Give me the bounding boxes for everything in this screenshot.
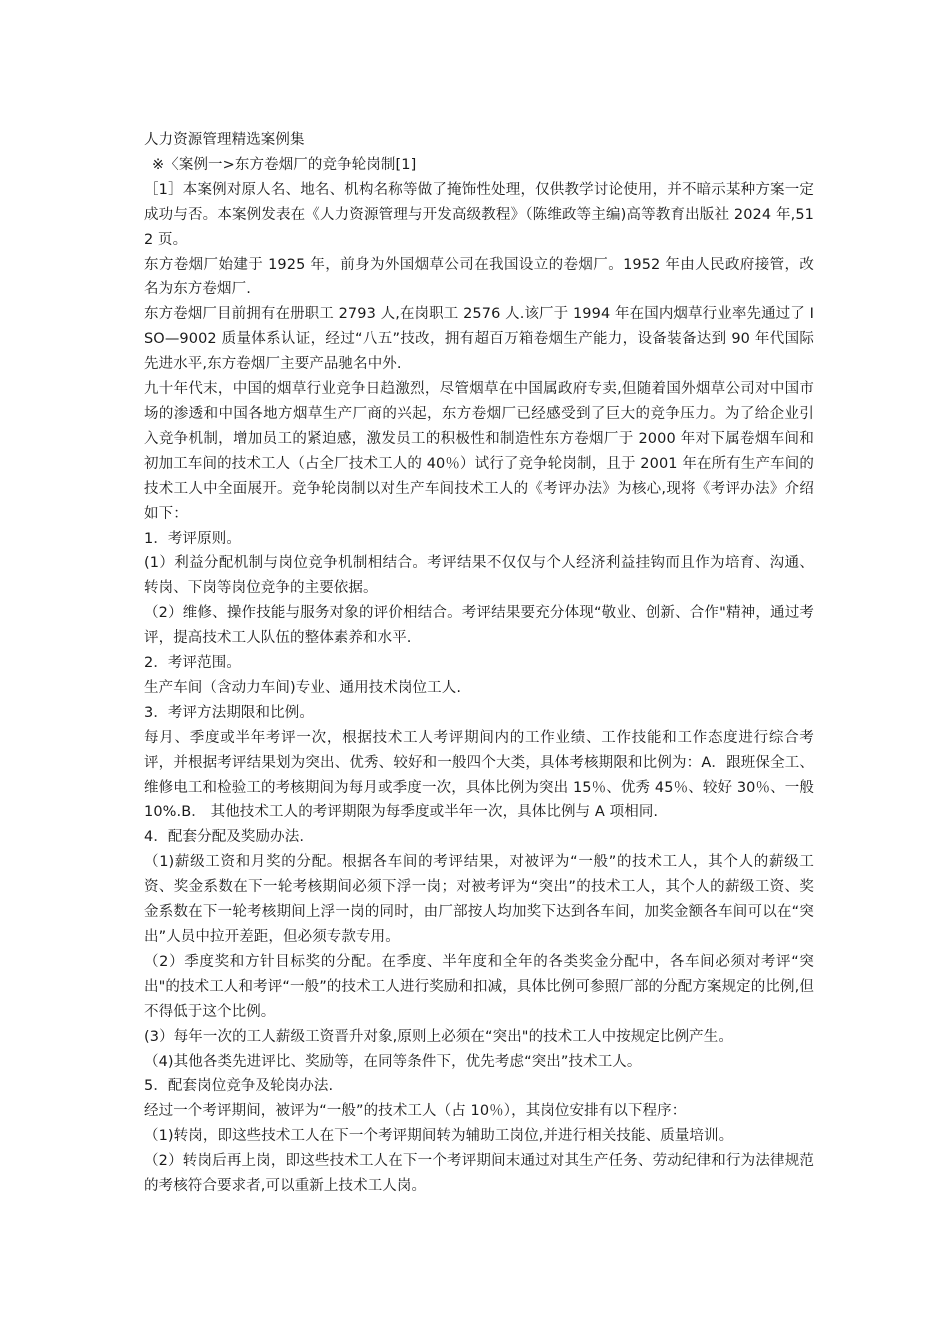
paragraph-reward-4: （4)其他各类先进评比、奖励等，在同等条件下，优先考虑“突出”技术工人。 (144, 1053, 642, 1070)
paragraph-rotation-2: （2）转岗后再上岗，即这些技术工人在下一个考评期间末通过对其生产任务、劳动纪律和行为法律规范的考核符合要求者,可以重新上技术工人岗。 (144, 1153, 814, 1195)
document-body (144, 128, 814, 1199)
section-heading-method: 3．考评方法期限和比例。 (144, 704, 314, 721)
paragraph-rotation-intro: 经过一个考评期间，被评为“一般”的技术工人（占 10％），其岗位安排有以下程序： (144, 1103, 687, 1120)
paragraph-method: 每月、季度或半年考评一次，根据技术工人考评期间内的工作业绩、工作技能和工作态度进行综合考评，并根据考评结果划为突出、优秀、较好和一般四个大类，具体考核期限和比例为：A．跟班保全工、维修电工和检验工的考核期间为每月或季度一次，具体比例为突出 15％、优秀 45％、较好 30％、一般 10%.B． 其他技术工人的考评期限为每季度或半年一次，具体比例与 A 项相同. (144, 729, 814, 821)
paragraph-reward-3: (3）每年一次的工人薪级工资晋升对象,原则上必须在“突出"的技术工人中按规定比例产生。 (144, 1028, 733, 1045)
paragraph-staff: 东方卷烟厂目前拥有在册职工 2793 人,在岗职工 2576 人.该厂于 1994 年在国内烟草行业率先通过了 ISO—9002 质量体系认证，经过“八五”技改，拥有超百万箱卷烟生产能力，设备装备达到 90 年代国际先进水平,东方卷烟厂主要产品驰名中外. (144, 306, 814, 373)
paragraph-history: 东方卷烟厂始建于 1925 年，前身为外国烟草公司在我国设立的卷烟厂。1952 年由人民政府接管，改名为东方卷烟厂. (144, 256, 814, 298)
paragraph-reward-2: （2）季度奖和方针目标奖的分配。在季度、半年度和全年的各类奖金分配中，各车间必须对考评“突出"的技术工人和考评“一般”的技术工人进行奖励和扣减，具体比例可参照厂部的分配方案规定的比例,但不得低于这个比例。 (144, 953, 814, 1020)
document-title: 人力资源管理精选案例集 (144, 132, 305, 148)
paragraph-background: 九十年代末，中国的烟草行业竞争日趋激烈，尽管烟草在中国属政府专卖,但随着国外烟草公司对中国市场的渗透和中国各地方烟草生产厂商的兴起，东方卷烟厂已经感受到了巨大的竞争压力。为了给企业引入竞争机制，增加员工的紧迫感，激发员工的积极性和制造性东方卷烟厂于 2000 年对下属卷烟车间和初加工车间的技术工人（占全厂技术工人的 40％）试行了竞争轮岗制，且于 2001 年在所有生产车间的技术工人中全面展开。竞争轮岗制以对生产车间技术工人的《考评办法》为核心,现将《考评办法》介绍如下： (144, 381, 814, 522)
section-heading-rewards: 4．配套分配及奖励办法. (144, 829, 305, 846)
section-heading-principles: 1．考评原则。 (144, 530, 241, 547)
paragraph-rotation-1: （1)转岗，即这些技术工人在下一个考评期间转为辅助工岗位,并进行相关技能、质量培训。 (144, 1128, 734, 1145)
paragraph-footnote: ［1］本案例对原人名、地名、机构名称等做了掩饰性处理，仅供教学讨论使用，并不暗示某种方案一定成功与否。本案例发表在《人力资源管理与开发高级教程》（陈维政等主编)高等教育出版社 2024 年,512 页。 (144, 181, 814, 248)
paragraph-reward-1: （1)薪级工资和月奖的分配。根据各车间的考评结果，对被评为“一般”的技术工人，其个人的薪级工资、奖金系数在下一轮考核期间必须下浮一岗；对被考评为“突出”的技术工人，其个人的薪级工资、奖金系数在下一轮考核期间上浮一岗的同时，由厂部按人均加奖下达到各车间，加奖金额各车间可以在“突出”人员中拉开差距，但必须专款专用。 (144, 854, 814, 945)
section-heading-rotation: 5．配套岗位竞争及轮岗办法. (144, 1078, 334, 1095)
paragraph-principle-1: (1）利益分配机制与岗位竞争机制相结合。考评结果不仅仅与个人经济利益挂钩而且作为培育、沟通、转岗、下岗等岗位竞争的主要依据。 (144, 555, 814, 597)
paragraph-scope: 生产车间（含动力车间)专业、通用技术岗位工人. (144, 679, 462, 696)
case-heading: ※〈案例一>东方卷烟厂的竞争轮岗制[1] (152, 156, 417, 173)
paragraph-principle-2: （2）维修、操作技能与服务对象的评价相结合。考评结果要充分体现“敬业、创新、合作"精神，通过考评，提高技术工人队伍的整体素养和水平. (144, 605, 814, 647)
section-heading-scope: 2．考评范围。 (144, 655, 241, 672)
